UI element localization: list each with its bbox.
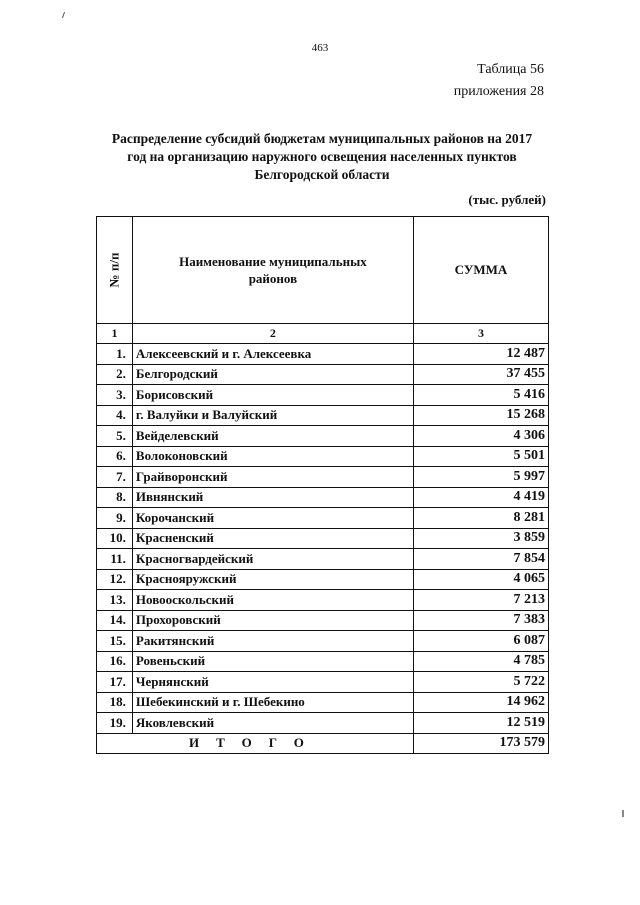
total-label: ИТОГО <box>97 733 414 753</box>
subsidy-sum: 5 416 <box>413 385 548 406</box>
row-number: 11. <box>97 549 133 570</box>
table-row <box>97 692 549 713</box>
row-number: 7. <box>97 467 133 488</box>
column-index: 2 <box>132 324 413 344</box>
table-row <box>97 590 549 611</box>
row-number: 13. <box>97 590 133 611</box>
column-index: 1 <box>97 324 133 344</box>
district-name: Краснояружский <box>132 569 413 590</box>
document-title <box>96 130 548 184</box>
subsidy-sum: 7 854 <box>413 549 548 570</box>
scan-mark <box>62 12 65 18</box>
subsidy-sum: 5 501 <box>413 446 548 467</box>
table-row <box>97 487 549 508</box>
district-name: Новооскольский <box>132 590 413 611</box>
subsidy-sum: 4 419 <box>413 487 548 508</box>
table-row <box>97 405 549 426</box>
table-row <box>97 549 549 570</box>
table-row <box>97 651 549 672</box>
district-name: Алексеевский и г. Алексеевка <box>132 344 413 365</box>
table-row <box>97 467 549 488</box>
table-row <box>97 528 549 549</box>
page-number: 463 <box>311 42 329 54</box>
row-number: 15. <box>97 631 133 652</box>
subsidy-sum: 8 281 <box>413 508 548 529</box>
table-row <box>97 631 549 652</box>
subsidy-sum: 5 722 <box>413 672 548 693</box>
row-number: 12. <box>97 569 133 590</box>
appendix-label: приложения 28 <box>453 84 544 99</box>
column-header-number: № п/п <box>97 217 133 324</box>
district-name: Волоконовский <box>132 446 413 467</box>
row-number: 10. <box>97 528 133 549</box>
row-number: 16. <box>97 651 133 672</box>
subsidy-sum: 15 268 <box>413 405 548 426</box>
subsidy-sum: 5 997 <box>413 467 548 488</box>
column-header-name: Наименование муниципальных районов <box>132 217 413 324</box>
row-number: 2. <box>97 364 133 385</box>
subsidy-sum: 3 859 <box>413 528 548 549</box>
row-number: 18. <box>97 692 133 713</box>
district-name: г. Валуйки и Валуйский <box>132 405 413 426</box>
total-row <box>97 733 549 753</box>
subsidy-sum: 6 087 <box>413 631 548 652</box>
district-name: Ровеньский <box>132 651 413 672</box>
table-row <box>97 610 549 631</box>
table-row <box>97 426 549 447</box>
subsidy-sum: 4 785 <box>413 651 548 672</box>
row-number: 9. <box>97 508 133 529</box>
subsidy-sum: 7 213 <box>413 590 548 611</box>
district-name: Грайворонский <box>132 467 413 488</box>
subsidy-table <box>96 216 549 754</box>
row-number: 5. <box>97 426 133 447</box>
row-number: 17. <box>97 672 133 693</box>
district-name: Белгородский <box>132 364 413 385</box>
row-number: 8. <box>97 487 133 508</box>
subsidy-sum: 12 487 <box>413 344 548 365</box>
district-name: Прохоровский <box>132 610 413 631</box>
title-line: Белгородской области <box>254 167 390 182</box>
table-label: Таблица 56 <box>477 62 544 77</box>
row-number: 6. <box>97 446 133 467</box>
row-number: 3. <box>97 385 133 406</box>
district-name: Вейделевский <box>132 426 413 447</box>
title-line: Распределение субсидий бюджетам муниципальных районов на 2017 <box>111 131 533 146</box>
district-name: Яковлевский <box>132 713 413 734</box>
table-row <box>97 713 549 734</box>
district-name: Шебекинский и г. Шебекино <box>132 692 413 713</box>
column-index-row <box>97 324 549 344</box>
subsidy-sum: 37 455 <box>413 364 548 385</box>
table-header-row <box>97 217 549 324</box>
district-name: Красненский <box>132 528 413 549</box>
total-sum: 173 579 <box>413 733 548 753</box>
district-name: Корочанский <box>132 508 413 529</box>
subsidy-sum: 4 306 <box>413 426 548 447</box>
table-row <box>97 344 549 365</box>
scan-mark <box>622 810 624 817</box>
title-line: год на организацию наружного освещения населенных пунктов <box>127 149 517 164</box>
row-number: 14. <box>97 610 133 631</box>
district-name: Чернянский <box>132 672 413 693</box>
subsidy-sum: 4 065 <box>413 569 548 590</box>
row-number: 4. <box>97 405 133 426</box>
subsidy-sum: 14 962 <box>413 692 548 713</box>
district-name: Красногвардейский <box>132 549 413 570</box>
units-label: (тыс. рублей) <box>468 192 546 207</box>
district-name: Ракитянский <box>132 631 413 652</box>
table-row <box>97 446 549 467</box>
row-number: 1. <box>97 344 133 365</box>
column-index: 3 <box>413 324 548 344</box>
column-header-sum: СУММА <box>413 217 548 324</box>
table-row <box>97 385 549 406</box>
subsidy-sum: 7 383 <box>413 610 548 631</box>
table-row <box>97 508 549 529</box>
district-name: Ивнянский <box>132 487 413 508</box>
table-row <box>97 672 549 693</box>
table-row <box>97 364 549 385</box>
subsidy-sum: 12 519 <box>413 713 548 734</box>
district-name: Борисовский <box>132 385 413 406</box>
row-number: 19. <box>97 713 133 734</box>
table-row <box>97 569 549 590</box>
